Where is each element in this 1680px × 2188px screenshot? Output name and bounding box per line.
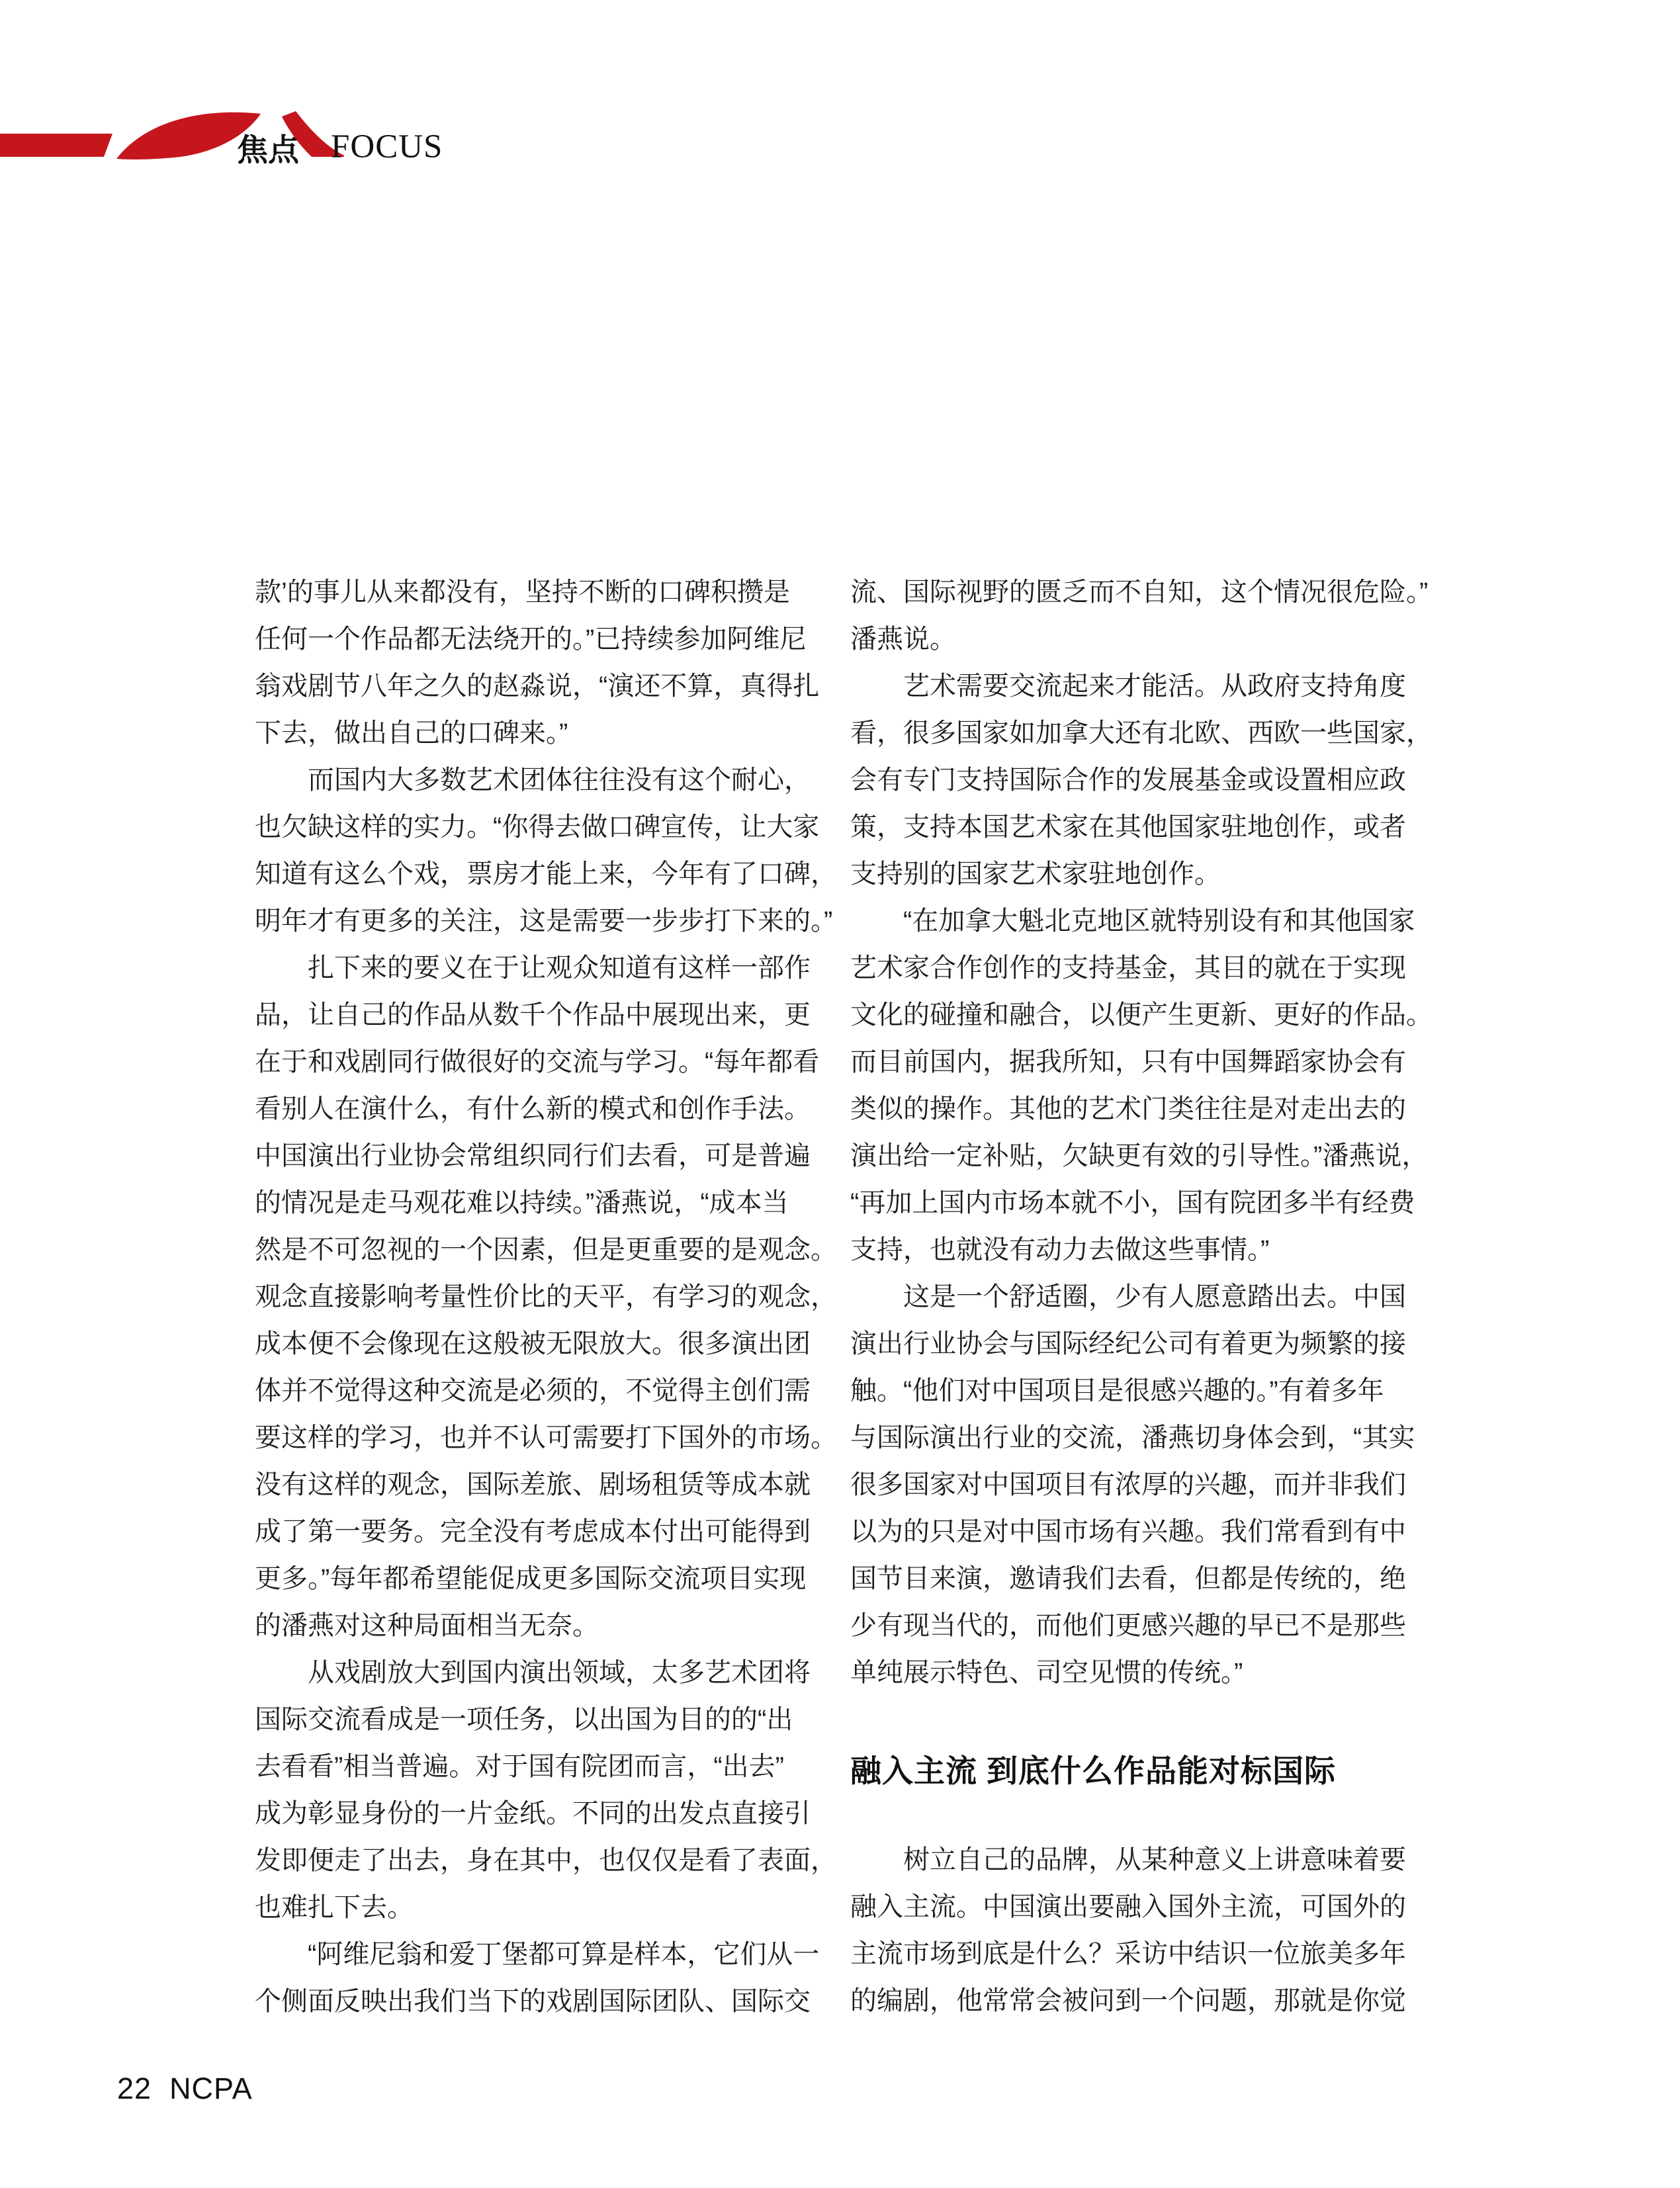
text-line: 文化的碰撞和融合，以便产生更新、更好的作品。 [850, 1000, 1433, 1029]
text-line: 明年才有更多的关注，这是需要一步步打下来的。” [255, 906, 833, 936]
text-line: “在加拿大魁北克地区就特别设有和其他国家 [850, 906, 1415, 936]
text-line: 融入主流。中国演出要融入国外主流，可国外的 [850, 1892, 1406, 1921]
text-line: 演出给一定补贴，欠缺更有效的引导性。”潘燕说， [850, 1141, 1429, 1170]
text-line: 然是不可忽视的一个因素，但是更重要的是观念。 [255, 1235, 837, 1264]
text-line: 更多。”每年都希望能促成更多国际交流项目实现 [255, 1564, 807, 1593]
text-line: 下去，做出自己的口碑来。” [255, 719, 568, 748]
text-line: “阿维尼翁和爱丁堡都可算是样本，它们从一 [255, 1940, 820, 1969]
text-line: 触。“他们对中国项目是很感兴趣的。”有着多年 [850, 1376, 1384, 1405]
text-line: 艺术家合作创作的支持基金，其目的就在于实现 [850, 953, 1406, 983]
text-line: 也欠缺这样的实力。“你得去做口碑宣传，让大家 [255, 812, 820, 842]
text-line: 流、国际视野的匮乏而不自知，这个情况很危险。” [850, 578, 1429, 607]
text-line: 在于和戏剧同行做很好的交流与学习。“每年都看 [255, 1047, 820, 1076]
text-line: 翁戏剧节八年之久的赵淼说，“演还不算，真得扎 [255, 672, 820, 701]
text-line: 树立自己的品牌，从某种意义上讲意味着要 [850, 1845, 1406, 1874]
text-line: 国际交流看成是一项任务，以出国为目的的“出 [255, 1705, 793, 1734]
left-column [255, 569, 837, 2025]
text-line: 类似的操作。其他的艺术门类往往是对走出去的 [850, 1094, 1406, 1123]
text-line: 发即便走了出去，身在其中，也仅仅是看了表面， [255, 1846, 837, 1875]
logo-en-text: FOCUS [331, 128, 443, 165]
text-line: “再加上国内市场本就不小，国有院团多半有经费 [850, 1188, 1415, 1217]
text-line: 潘燕说。 [850, 625, 956, 654]
section-heading: 融入主流 到底什么作品能对标国际 [850, 1753, 1337, 1788]
text-line: 任何一个作品都无法绕开的。”已持续参加阿维尼 [255, 625, 807, 654]
text-line: 看，很多国家如加拿大还有北欧、西欧一些国家， [850, 719, 1433, 748]
text-line: 主流市场到底是什么？采访中结识一位旅美多年 [850, 1939, 1406, 1968]
text-line: 看别人在演什么，有什么新的模式和创作手法。 [255, 1094, 811, 1123]
text-line: 与国际演出行业的交流，潘燕切身体会到，“其实 [850, 1423, 1415, 1452]
text-line: 的编剧，他常常会被问到一个问题，那就是你觉 [850, 1986, 1406, 2015]
text-line: 个侧面反映出我们当下的戏剧国际团队、国际交 [255, 1987, 811, 2016]
text-line: 扎下来的要义在于让观众知道有这样一部作 [255, 953, 811, 983]
text-line: 知道有这么个戏，票房才能上来，今年有了口碑， [255, 859, 837, 889]
text-line: 款’的事儿从来都没有，坚持不断的口碑积攒是 [255, 578, 790, 607]
text-line: 支持别的国家艺术家驻地创作。 [850, 859, 1221, 889]
text-line: 体并不觉得这种交流是必须的，不觉得主创们需 [255, 1376, 811, 1405]
page-footer [117, 2072, 253, 2106]
text-line: 成了第一要务。完全没有考虑成本付出可能得到 [255, 1517, 811, 1546]
page-number: 22 [117, 2072, 152, 2105]
text-line: 成为彰显身份的一片金纸。不同的出发点直接引 [255, 1799, 811, 1828]
right-column-para1 [850, 569, 1433, 1696]
text-line: 会有专门支持国际合作的发展基金或设置相应政 [850, 766, 1406, 795]
text-line: 支持，也就没有动力去做这些事情。” [850, 1235, 1270, 1264]
text-line: 品，让自己的作品从数千个作品中展现出来，更 [255, 1000, 811, 1029]
text-line: 去看看”相当普遍。对于国有院团而言，“出去” [255, 1752, 784, 1781]
logo-cn-text: 焦点 [237, 132, 299, 167]
logo-red-bar [0, 134, 112, 157]
text-line: 而目前国内，据我所知，只有中国舞蹈家协会有 [850, 1047, 1406, 1076]
text-line: 少有现当代的，而他们更感兴趣的早已不是那些 [850, 1611, 1406, 1640]
right-column-para2 [850, 1837, 1419, 2025]
text-line: 单纯展示特色、司空见惯的传统。” [850, 1658, 1243, 1687]
footer-brand: NCPA [169, 2072, 253, 2105]
text-line: 而国内大多数艺术团体往往没有这个耐心， [255, 766, 811, 795]
text-line: 很多国家对中国项目有浓厚的兴趣，而并非我们 [850, 1470, 1406, 1499]
text-line: 这是一个舒适圈，少有人愿意踏出去。中国 [850, 1282, 1406, 1311]
text-line: 的情况是走马观花难以持续。”潘燕说，“成本当 [255, 1188, 789, 1217]
text-line: 成本便不会像现在这般被无限放大。很多演出团 [255, 1329, 811, 1358]
text-line: 艺术需要交流起来才能活。从政府支持角度 [850, 672, 1406, 701]
text-line: 也难扎下去。 [255, 1893, 414, 1922]
text-line: 策，支持本国艺术家在其他国家驻地创作，或者 [850, 812, 1406, 842]
text-line: 的潘燕对这种局面相当无奈。 [255, 1611, 599, 1640]
text-line: 中国演出行业协会常组织同行们去看，可是普遍 [255, 1141, 811, 1170]
text-line: 国节目来演，邀请我们去看，但都是传统的，绝 [850, 1564, 1406, 1593]
text-line: 要这样的学习，也并不认可需要打下国外的市场。 [255, 1423, 837, 1452]
text-line: 演出行业协会与国际经纪公司有着更为频繁的接 [850, 1329, 1406, 1358]
text-line: 以为的只是对中国市场有兴趣。我们常看到有中 [850, 1517, 1406, 1546]
text-line: 观念直接影响考量性价比的天平，有学习的观念， [255, 1282, 837, 1311]
text-line: 没有这样的观念，国际差旅、剧场租赁等成本就 [255, 1470, 811, 1499]
text-line: 从戏剧放大到国内演出领域，太多艺术团将 [255, 1658, 811, 1687]
